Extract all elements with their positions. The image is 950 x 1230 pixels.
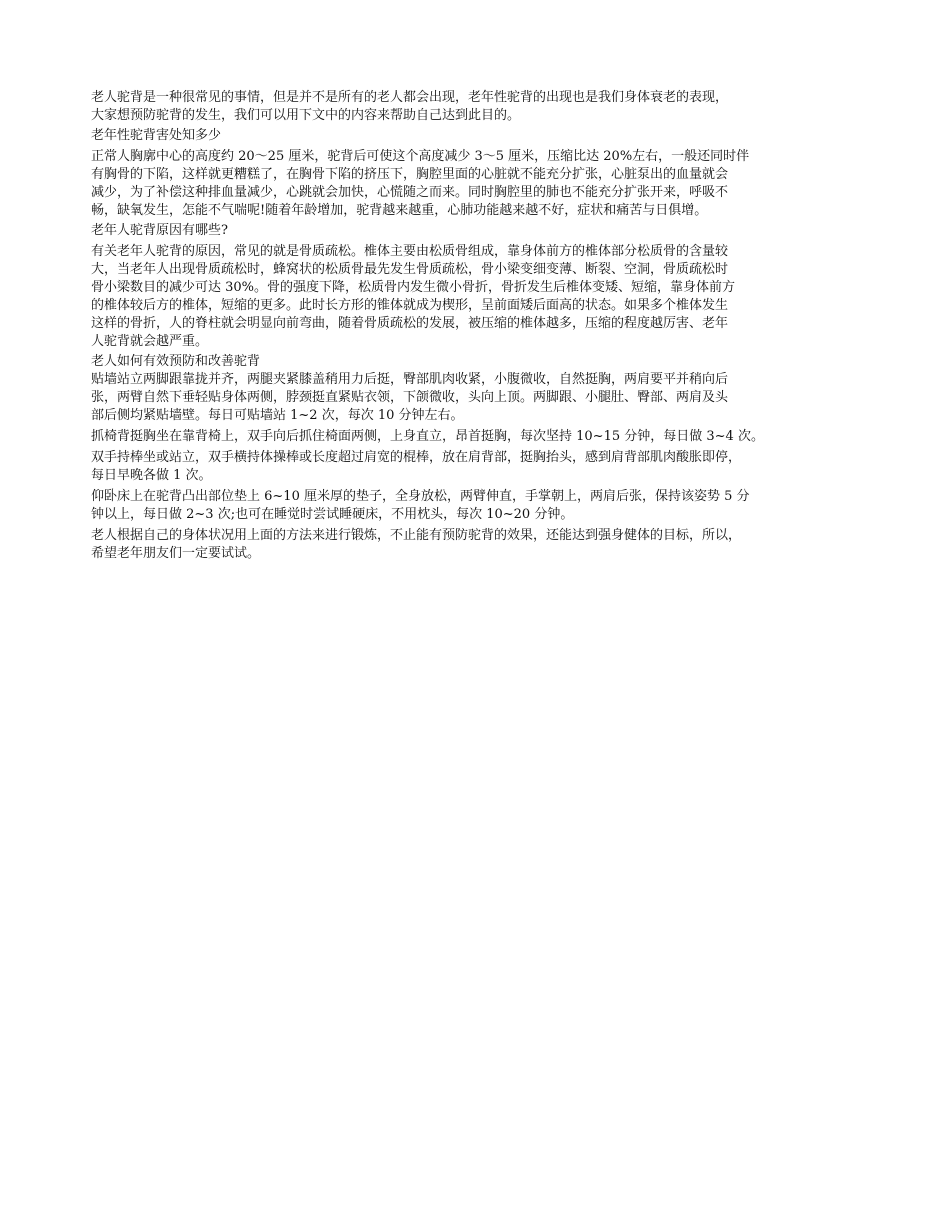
harms-paragraph: 正常人胸廓中心的高度约 20～25 厘米，驼背后可使这个高度减少 3～5 厘米，压缩比达 20%左右，一般还同时伴 有胸骨的下陷，这样就更糟糕了，在胸骨下陷的挤压下，胸腔里面的心脏就不能充分扩张，心脏泵出的血量就会 减少，为了补偿这种排血量减少，心跳就会加快，心慌随之而来。同时胸腔里的肺也不能充分扩张开来，呼吸不 畅，缺氧发生，怎能不气喘呢!随着年龄增加，驼背越来越重，心肺功能越来越不好，症状和痛苦与日俱增。 bbox=[91, 149, 750, 218]
section-heading-causes: 老年人驼背原因有哪些? bbox=[91, 223, 228, 238]
exercise-wall-standing: 贴墙站立两脚跟靠拢并齐，两腿夹紧膝盖稍用力后挺，臀部肌肉收紧，小腹微收，自然挺胸，两肩要平并稍向后 张，两臂自然下垂轻贴身体两侧，脖颈挺直紧贴衣领，下颌微收，头向上顶。两脚跟、小腿肚、臀部、两肩及头 部后侧均紧贴墙壁。每日可贴墙站 1~2 次，每次 10 分钟左右。 bbox=[91, 372, 729, 423]
causes-paragraph: 有关老年人驼背的原因，常见的就是骨质疏松。椎体主要由松质骨组成，靠身体前方的椎体部分松质骨的含量较 大，当老年人出现骨质疏松时，蜂窝状的松质骨最先发生骨质疏松，骨小梁变细变薄、断裂、空洞，骨质疏松时 骨小梁数目的减少可达 30%。骨的强度下降，松质骨内发生微小骨折，骨折发生后椎体变矮、短缩，靠身体前方 的椎体较后方的椎体，短缩的更多。此时长方形的锥体就成为楔形，呈前面矮后面高的状态。如果多个椎体发生 这样的骨折，人的脊柱就会明显向前弯曲，随着骨质疏松的发展，被压缩的椎体越多，压缩的程度越厉害、老年 人驼背就会越严重。 bbox=[91, 244, 736, 349]
exercise-chair-back: 抓椅背挺胸坐在靠背椅上，双手向后抓住椅面两侧，上身直立，昂首挺胸，每次坚持 10~15 分钟，每日做 3~4 次。 bbox=[91, 429, 764, 444]
exercise-stick-hold: 双手持棒坐或站立，双手横持体操棒或长度超过肩宽的棍棒，放在肩背部，挺胸抬头，感到肩背部肌肉酸胀即停， 每日早晚各做 1 次。 bbox=[91, 450, 742, 483]
intro-paragraph: 老人驼背是一种很常见的事情，但是并不是所有的老人都会出现，老年性驼背的出现也是我们身体衰老的表现， 大家想预防驼背的发生，我们可以用下文中的内容来帮助自己达到此目的。 bbox=[91, 90, 729, 123]
exercise-lying-cushion: 仰卧床上在驼背凸出部位垫上 6~10 厘米厚的垫子，全身放松，两臂伸直，手掌朝上，两肩后张，保持该姿势 5 分 钟以上，每日做 2~3 次;也可在睡觉时尝试睡硬床，不用枕头，每次 10~20 分钟。 bbox=[91, 489, 750, 522]
section-heading-harms: 老年性驼背害处知多少 bbox=[91, 128, 222, 143]
section-heading-prevention: 老人如何有效预防和改善驼背 bbox=[91, 354, 261, 369]
closing-paragraph: 老人根据自己的身体状况用上面的方法来进行锻炼，不止能有预防驼背的效果，还能达到强身健体的目标，所以， 希望老年朋友们一定要试试。 bbox=[91, 528, 742, 561]
article-body bbox=[91, 89, 881, 563]
